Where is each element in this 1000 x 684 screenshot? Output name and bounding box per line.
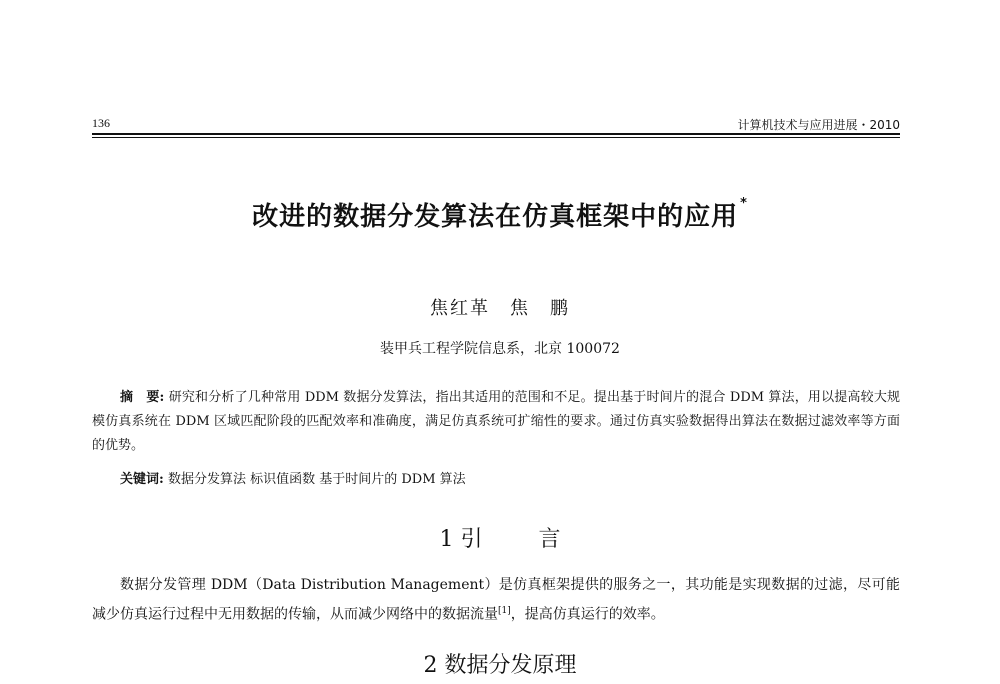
section-1-heading — [0, 522, 1000, 553]
page-number: 136 — [92, 116, 110, 130]
affiliation: 装甲兵工程学院信息系，北京 100072 — [380, 341, 620, 357]
section-1-number: 1 — [439, 527, 454, 552]
citation-ref: [1] — [498, 606, 511, 616]
authors: 焦红革 焦 鹏 — [430, 298, 570, 319]
header-rule-thin — [92, 137, 900, 138]
abstract-label: 摘 要: — [120, 390, 165, 405]
header-rule-thick — [92, 133, 900, 135]
keywords-label: 关键词: — [120, 472, 164, 487]
title-footnote-mark: * — [740, 196, 748, 211]
section-1-paragraph — [92, 572, 900, 628]
running-head: 计算机技术与应用进展・2010 — [737, 118, 900, 132]
keywords — [120, 468, 900, 487]
abstract — [92, 386, 900, 458]
abstract-text: 研究和分析了几种常用 DDM 数据分发算法，指出其适用的范围和不足。提出基于时间片的混合 DDM 算法，用以提高较大规模仿真系统在 DDM 区域匹配阶段的匹配效率和准确度，满足仿真系统可扩缩性的要求。通过仿真实验数据得出算法在数据过滤效率等方面的优势。 — [92, 390, 901, 453]
keywords-text: 数据分发算法 标识值函数 基于时间片的 DDM 算法 — [167, 472, 466, 487]
section-1-title-b: 言 — [538, 527, 561, 552]
section-1-title-a: 引 — [460, 527, 483, 552]
article-title — [0, 196, 1000, 233]
paragraph-text-b: ，提高仿真运行的效率。 — [510, 606, 665, 623]
paragraph-text-a: 数据分发管理 DDM（Data Distribution Management）是仿真框架提供的服务之一，其功能是实现数据的过滤，尽可能减少仿真运行过程中无用数据的传输，从而减少网络中的数据流量 — [92, 577, 900, 623]
article-title-text: 改进的数据分发算法在仿真框架中的应用 — [252, 202, 739, 232]
section-2-heading: 2 数据分发原理 — [423, 653, 577, 678]
